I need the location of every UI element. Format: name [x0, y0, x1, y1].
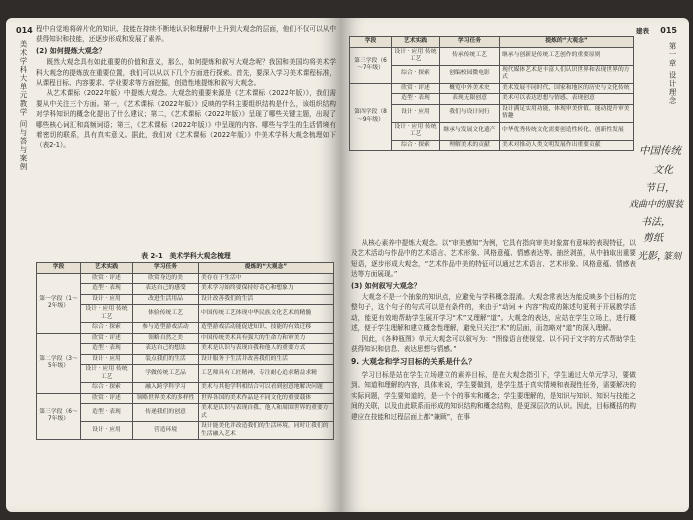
task-cell: 学做传统工艺品 [133, 365, 199, 383]
task-cell: 参与造型游戏活动 [133, 323, 199, 334]
handwritten-note: 书法， [641, 217, 671, 228]
task-cell: 营造环境 [133, 422, 199, 440]
concept-cell: 中国传统工艺体现中华民族文化艺术的精髓 [199, 305, 334, 323]
practice-cell: 造型 · 表现 [392, 94, 440, 105]
practice-cell: 设计 · 应用 [81, 294, 133, 305]
practice-cell: 设计 · 应用 [81, 422, 133, 440]
practice-cell: 设计 · 应用 传统工艺 [81, 365, 133, 383]
stage-cell: 第三学段（6～7年级） [37, 393, 81, 440]
task-cell: 传承传统工艺 [440, 47, 500, 65]
task-cell: 改进生活用品 [133, 294, 199, 305]
subheading: (3) 如何叙写大观念？ [351, 281, 421, 290]
stage-cell: 第二学段（3～5年级） [37, 333, 81, 393]
table-row [350, 140, 634, 151]
table-row [37, 273, 334, 284]
practice-cell: 设计 · 应用 传统工艺 [392, 47, 440, 65]
task-cell: 表达自己的想法 [133, 344, 199, 355]
concept-table-left [36, 262, 334, 440]
concept-cell: 世界各国的美术作品是不同文化的重要载体 [199, 393, 334, 404]
table-row [350, 104, 634, 122]
concept-cell: 美术与其他学科相结合可以看到创意地解决问题 [199, 383, 334, 394]
practice-cell: 设计 · 应用 传统工艺 [81, 305, 133, 323]
task-cell: 创编校园微电影 [440, 65, 500, 83]
task-cell: 融入跨学科学习 [133, 383, 199, 394]
paragraph: 从核心素养中提炼大观念。以“审美感知”为例，它具有指向审美对象富有意味的表现特征，以及艺术活动与作品中的艺术语言、艺术形象、风格意蕴、情感表达等。抽丝剥茧，从中抽取出重要短语，逐步形成大观念，“艺术作品中美的特征可以通过艺术语言、艺术形象、风格意蕴、情感表达等方面展现。” [351, 239, 636, 279]
right-page-number: 015 [660, 26, 677, 35]
task-cell: 体验传统工艺 [133, 305, 199, 323]
paragraph: 大观念不是一个抽象的知识点，应避免与学科概念混淆。大观念常表达为能反映多个目标的完整句子，这个句子的句式可以是有条件的，来由于“动词 + 内容”构成的陈述句更利于开展教学活动，能更有效地帮助学生展开学习“术”又理解“道”。大观念的表达，应站在学生立场上，进行概述，便于学生理解和建立概念性理解，避免只关注“术”的层面，而忽略对“道”的深入理解。 [351, 293, 636, 333]
subheading: (2) 如何提炼大观念？ [36, 46, 106, 55]
task-cell: 领略自然之美 [133, 333, 199, 344]
practice-cell: 设计 · 应用 [81, 354, 133, 365]
handwritten-note: 中国传统 [639, 145, 681, 157]
concept-cell: 造型游戏活动能促进知识、技能的有效迁移 [199, 323, 334, 334]
practice-cell: 欣赏 · 评述 [81, 393, 133, 404]
practice-cell: 综合 · 探索 [81, 383, 133, 394]
table-row [37, 365, 334, 383]
table-header: 艺术实践 [392, 37, 440, 48]
table-row [37, 333, 334, 344]
concept-cell: 中华优秀传统文化需要创造性转化、创新性发展 [500, 122, 634, 140]
concept-cell: 美存在于生活中 [199, 273, 334, 284]
task-cell: 继承与发展文化遗产 [440, 122, 500, 140]
concept-cell: 美术发展不同时代、国家和地区的历史与文化传统 [500, 83, 634, 94]
practice-cell: 欣赏 · 评述 [81, 273, 133, 284]
table-row [350, 83, 634, 94]
concept-cell: 继承与创新是传统工艺创作的重要原则 [500, 47, 634, 65]
table-row [37, 305, 334, 323]
concept-cell: 中国传统美术具有强大的生命力和审美力 [199, 333, 334, 344]
concept-cell: 美术是认识与表现自我、他人和周围世界的重要方式 [199, 404, 334, 422]
table-row [37, 323, 334, 334]
paragraph: 既然大观念具有如此重要的价值和意义，那么，如何提炼和叙写大观念呢？我国和美国均将美术学科大观念的提炼放在重要位置，我们可以从以下几个方面进行探索。首先，要深入学习美术课程标准，从课程目标、内容要求、学业要求等方面挖掘，创造性地提炼和叙写大观念。 [36, 58, 336, 88]
table-header: 学习任务 [440, 37, 500, 48]
practice-cell: 欣赏 · 评述 [81, 333, 133, 344]
task-cell: 欣赏身边的美 [133, 273, 199, 284]
table-row [37, 344, 334, 355]
concept-cell: 美术是认识与表现自我和他人的重要方式 [199, 344, 334, 355]
practice-cell: 综合 · 探索 [392, 140, 440, 151]
handwritten-note: 戏曲中的服装 [629, 200, 684, 210]
task-cell: 我们与设计同行 [440, 104, 500, 122]
left-body-text [36, 24, 336, 151]
table-row [37, 294, 334, 305]
practice-cell: 设计 · 应用 传统工艺 [392, 122, 440, 140]
practice-cell: 综合 · 探索 [392, 65, 440, 83]
handwritten-note: 篆刻 [663, 252, 682, 262]
table-continued-label: 建表 [636, 27, 649, 35]
table-header: 提炼的“大观念” [199, 263, 334, 274]
practice-cell: 欣赏 · 评述 [392, 83, 440, 94]
table-row [350, 65, 634, 83]
task-cell: 概览中外美术史 [440, 83, 500, 94]
table-header: 艺术实践 [81, 263, 133, 274]
concept-cell: 设计改善我们的生活 [199, 294, 334, 305]
paragraph: 程中自觉地将碎片化的知识、技能在持续不断地认识和理解中上升到大观念的层面，他们不仅可以从中获得知识和技能，还逐步形成和发展了素养。 [36, 25, 336, 44]
table-row [350, 94, 634, 105]
right-body-text [351, 238, 636, 422]
paragraph: 从艺术课标（2022年版）中提炼大观念。大观念的重要来源是《艺术课标（2022年版）》，我们需要从中关注三个方面。第一，《艺术课标（2022年版）》反映的学科主要组织结构是什么，该组织结构对学科知识的概念化提出了什么建议；第二，《艺术课标（2022年版）》呈现了哪些关键主题，出现了哪些核心词汇和高频词语；第三，《艺术课标（2022年版）》中呈现的内容、哪些与学生的生活情境有着密切的联系，具有真实意义。据此，我们对《艺术课标（2022年版）》中美术学科大观念梳理如下（表2-1）。 [36, 89, 336, 150]
concept-cell: 设计能美化并改造我们的生活环境，同时让我们的生活融入艺术 [199, 422, 334, 440]
stage-cell: 第三学段（6～7年级） [350, 47, 392, 83]
left-page [6, 18, 341, 512]
table-header: 学习任务 [133, 263, 199, 274]
task-cell: 领略世界美术的多样性 [133, 393, 199, 404]
table-row [37, 404, 334, 422]
practice-cell: 造型 · 表现 [81, 404, 133, 422]
table-row [37, 284, 334, 295]
table-row [37, 393, 334, 404]
practice-cell: 造型 · 表现 [81, 284, 133, 295]
concept-cell: 美术对推动人类文明发展作出重要贡献 [500, 140, 634, 151]
handwritten-note: 节日， [645, 183, 675, 194]
table-header: 学段 [37, 263, 81, 274]
concept-cell: 设计服务于生活并改善我们的生活 [199, 354, 334, 365]
task-cell: 传递我们的创意 [133, 404, 199, 422]
paragraph: 因此，《各种瓶图》单元大观念可以叙写为：“图像语言使视觉、以不同于文字的方式帮助学生获得知识和信息、表达思想与情感。” [351, 334, 636, 354]
left-page-number: 014 [16, 26, 33, 35]
concept-cell: 现代媒体艺术是丰富人们认识世界和表现世界的方式 [500, 65, 634, 83]
table-header: 学段 [350, 37, 392, 48]
stage-cell: 第四学段（8～9年级） [350, 83, 392, 151]
task-cell: 理解美术的贡献 [440, 140, 500, 151]
task-cell: 表现无限创意 [440, 94, 500, 105]
table-header: 提炼的“大观念” [500, 37, 634, 48]
right-page [341, 18, 689, 512]
task-cell: 装点我们的生活 [133, 354, 199, 365]
task-cell: 表达自己的感受 [133, 284, 199, 295]
paragraph: 学习目标是站在学生立场建立的素养目标，是在大观念指引下，学生通过大单元学习，要做到、知道和理解的内容，具体来说，学生要做到，是学生基于真实情境和表现性任务，需要解决的实际问题，学生要知道的，是一个个的事实和概念；学生要理解的，是知识与知识、知识与技能之间的关联，以及由此联系而形成的知识结构和概念结构，是更深层次的认识。因此，目标概括的构建应在技能和过程层面上都“兼顾”，在事 [351, 370, 636, 421]
table-row [37, 383, 334, 394]
practice-cell: 设计 · 应用 [392, 104, 440, 122]
practice-cell: 造型 · 表现 [81, 344, 133, 355]
table-caption: 表 2-1 美术学科大观念梳理 [141, 252, 231, 260]
handwritten-note: 光影， [637, 251, 667, 262]
stage-cell: 第一学段（1～2年级） [37, 273, 81, 333]
table-row [37, 354, 334, 365]
concept-cell: 美术学习始终要保持好奇心和想象力 [199, 284, 334, 295]
right-side-title: 第一章 设计理念 [668, 42, 677, 105]
handwritten-note: 剪纸 [643, 233, 663, 244]
concept-cell: 设计满足实用功能，体现审美价值，能动提升审美情趣 [500, 104, 634, 122]
handwritten-note: 文化 [653, 165, 673, 176]
practice-cell: 综合 · 探索 [81, 323, 133, 334]
table-row [350, 47, 634, 65]
concept-cell: 工艺师具有工匠精神，专注耐心追求精益求精 [199, 365, 334, 383]
concept-cell: 美术可以表达思想与情感、表现创意 [500, 94, 634, 105]
table-row [37, 422, 334, 440]
concept-table-right [349, 36, 634, 151]
table-row [350, 122, 634, 140]
section-heading: 9. 大观念和学习目标的关系是什么？ [351, 357, 476, 367]
left-side-title: 美术学科大单元教学 问与答与案例 [19, 40, 28, 171]
